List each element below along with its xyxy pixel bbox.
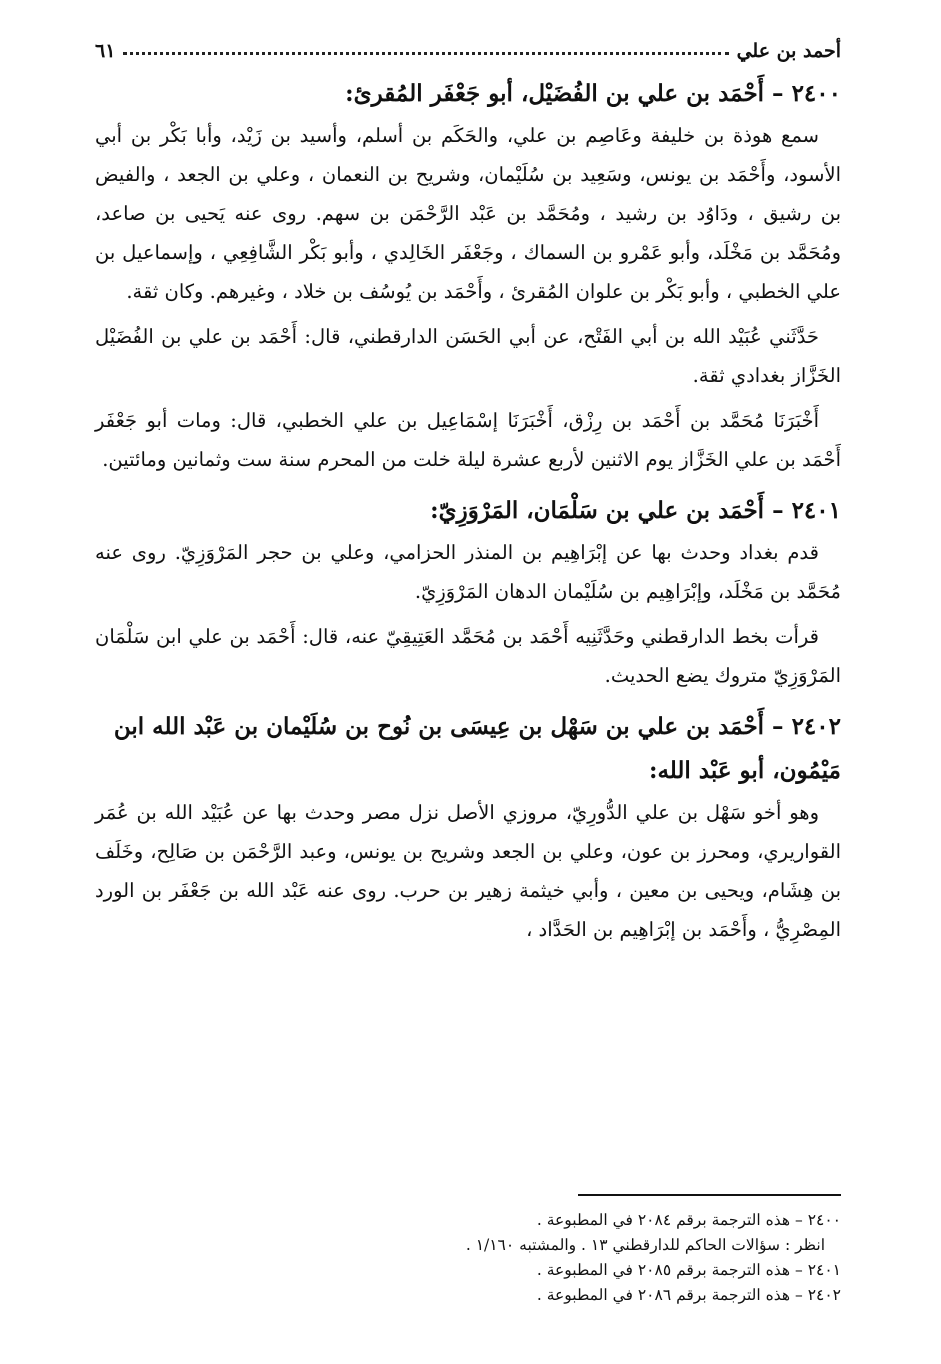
footnote: ٢٤٠١ – هذه الترجمة برقم ٢٠٨٥ في المطبوعة . <box>536 1261 841 1279</box>
entry-2401 <box>95 489 841 695</box>
book-page <box>95 28 841 1348</box>
entry-paragraph: حَدَّثَني عُبَيْد الله بن أبي الفَتْح، عن أبي الحَسَن الدارقطني، قال: أَحْمَد بن علي بن الفُضَيْل الخَزَّاز بغدادي ثقة. <box>95 325 841 387</box>
entry-2402 <box>95 705 841 949</box>
entry-paragraph: سمع هوذة بن خليفة وعَاصِم بن علي، والحَكَم بن أسلم، وأسيد بن زَيْد، وأبا بَكْر بن أبي الأسود، وأَحْمَد بن يونس، وسَعِيد بن سُلَيْمان، وشريح بن النعمان ، وعلي بن الجعد ، والفيض بن رشيق ، ودَاوُد بن رشيد ، ومُحَمَّد بن عَبْد الرَّحْمَن بن سهم. روى عنه يَحيى بن صاعد، ومُحَمَّد بن مَخْلَد، وأبو عَمْرو بن السماك ، وجَعْفَر الخَالِدي ، وأبو بَكْر الشَّافِعِي ، وإسماعيل بن علي الخطبي ، وأبو بَكْر بن علوان المُقرئ ، وأَحْمَد بن يُوسُف بن خلاد ، وغيرهم. وكان ثقة. <box>95 124 842 303</box>
running-head-title: أحمد بن علي <box>736 40 841 62</box>
leader-dots <box>123 52 728 55</box>
entry-heading: ٢٤٠١ – أَحْمَد بن علي بن سَلْمَان، المَرْوَزِيّ: <box>430 497 841 524</box>
running-head <box>95 28 841 62</box>
footnote: ٢٤٠٠ – هذه الترجمة برقم ٢٠٨٤ في المطبوعة . <box>536 1211 841 1229</box>
page-number: ٦١ <box>95 40 116 62</box>
entry-paragraph: أَخْبَرَنَا مُحَمَّد بن أَحْمَد بن رِزْق، أَخْبَرَنَا إسْمَاعِيل بن علي الخطبي، قال: ومات أبو جَعْفَر أَحْمَد بن علي الخَزَّاز يوم الاثنين لأربع عشرة ليلة خلت من المحرم سنة ست وثمانين ومائتين. <box>95 409 841 471</box>
entry-paragraph: قدم بغداد وحدث بها عن إبْرَاهِيم بن المنذر الحزامي، وعلي بن حجر المَرْوَزِيّ. روى عنه مُحَمَّد بن مَخْلَد، وإبْرَاهِيم بن سُلَيْمان الدهان المَرْوَزِيّ. <box>95 541 841 603</box>
entry-heading: ٢٤٠٠ – أَحْمَد بن علي بن الفُضَيْل، أبو جَعْفَر المُقرئ: <box>345 80 841 107</box>
footnotes <box>95 1208 841 1308</box>
entry-paragraph: وهو أخو سَهْل بن علي الدُّورِيّ، مروزي الأصل نزل مصر وحدث بها عن عُبَيْد الله بن عُمَر القواريري، ومحرز بن عون، وعلي بن الجعد وشريح بن يونس، وعبد الرَّحْمَن بن صَالِح، وخَلَف بن هِشَام، ويحيى بن معين ، وأبي خيثمة زهير بن حرب. روى عنه عَبْد الله بن جَعْفَر بن الورد المِصْرِيُّ ، وأَحْمَد بن إبْرَاهِيم بن الحَدَّاد ، <box>95 801 841 941</box>
entry-paragraph: قرأت بخط الدارقطني وحَدَّثَنِيه أَحْمَد بن مُحَمَّد العَتِيقِيّ عنه، قال: أَحْمَد بن علي ابن سَلْمَان المَرْوَزِيّ متروك يضع الحديث. <box>95 625 841 687</box>
page-body <box>95 72 841 955</box>
entry-2400 <box>95 72 841 479</box>
footnote: انظر : سؤالات الحاكم للدارقطني ١٣ . والمشتبه ١/١٦٠ . <box>465 1236 825 1254</box>
footnote-divider <box>578 1194 841 1196</box>
footnote: ٢٤٠٢ – هذه الترجمة برقم ٢٠٨٦ في المطبوعة . <box>536 1286 841 1304</box>
entry-heading: ٢٤٠٢ – أَحْمَد بن علي بن سَهْل بن عِيسَى بن نُوح بن سُلَيْمان بن عَبْد الله ابن مَيْمُون، أبو عَبْد الله: <box>113 713 841 784</box>
